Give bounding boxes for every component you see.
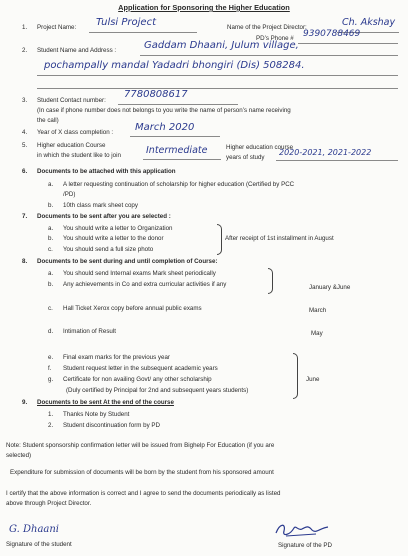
- x-class-completion-value: March 2020: [135, 122, 195, 133]
- section-6-heading: Documents to be attached with this application: [37, 168, 176, 175]
- s8-d-bullet: d.: [48, 328, 54, 335]
- s8-c-text: Hall Ticket Xerox copy before annual public exams: [63, 305, 202, 312]
- project-name-value: Tulsi Project: [96, 17, 156, 28]
- pd-signature: [272, 519, 332, 541]
- s6-b-text: 10th class mark sheet copy: [63, 202, 138, 209]
- student-contact-value: 7780808617: [124, 89, 188, 100]
- note-line-1: Note: Student sponsorship confirmation letter will be issued from Bighelp For Education (if you are: [6, 442, 275, 449]
- field-1-number: 1.: [22, 24, 28, 31]
- s8-c-bullet: c.: [48, 305, 53, 312]
- field-2-number: 2.: [22, 47, 28, 54]
- student-contact-line: [118, 104, 238, 105]
- student-signature-label: Signature of the student: [6, 541, 72, 548]
- pd-signature-label: Signature of the PD: [278, 542, 333, 549]
- higher-education-label-2: in which the student like to join: [37, 152, 121, 159]
- form-title: Application for Sponsoring the Higher Education: [118, 3, 290, 12]
- s7-brace: [217, 224, 222, 255]
- higher-education-value: Intermediate: [146, 145, 208, 156]
- s8-g-text-2: (Duly certified by Principal for 2nd and subsequent years students): [66, 387, 249, 394]
- s9-2-bullet: 2.: [48, 422, 54, 429]
- s8-ab-side: January &June: [309, 284, 351, 291]
- years-of-study-label-1: Higher education course: [226, 144, 294, 151]
- s8-g-bullet: g.: [48, 376, 54, 383]
- s9-2-text: Student discontinuation form by PD: [63, 422, 160, 429]
- student-name-address-line-3: [37, 88, 398, 89]
- s9-1-text: Thanks Note by Student: [63, 411, 130, 418]
- s6-a-text-2: /PD): [63, 191, 76, 198]
- x-class-completion-label: Year of X class completion :: [37, 129, 114, 136]
- expenditure-note: Expenditure for submission of documents will be born by the student from his sponsored amount: [10, 469, 274, 476]
- project-director-label: Name of the Project Director:: [227, 24, 307, 31]
- field-4-number: 4.: [22, 129, 28, 136]
- student-name-address-label: Student Name and Address :: [37, 47, 117, 54]
- s8-b-text: Any achievements in Co and extra curricular activities if any: [63, 281, 227, 288]
- pd-phone-value: 9390788469: [303, 29, 361, 39]
- student-name-address-value-1: Gaddam Dhaani, Julum village,: [144, 40, 299, 51]
- s8-efg-side: June: [306, 376, 320, 383]
- s8-f-text: Student request letter in the subsequent academic years: [63, 365, 218, 372]
- note-line-2: selected): [6, 452, 32, 459]
- s8-e-text: Final exam marks for the previous year: [63, 354, 170, 361]
- project-name-line: [89, 32, 197, 33]
- higher-education-line: [143, 159, 221, 160]
- section-8-heading: Documents to be sent during and until completion of Course:: [37, 258, 218, 265]
- s6-b-bullet: b.: [48, 202, 54, 209]
- s8-d-text: Intimation of Result: [63, 328, 116, 335]
- pd-phone-label: PD’s Phone #: [256, 35, 294, 42]
- section-8-number: 8.: [22, 258, 28, 265]
- s7-a-bullet: a.: [48, 225, 54, 232]
- s7-b-bullet: b.: [48, 235, 54, 242]
- project-name-label: Project Name:: [37, 24, 77, 31]
- s7-c-bullet: c.: [48, 246, 53, 253]
- s6-a-text: A letter requesting continuation of scholarship for higher education (Certified by PCC: [63, 181, 295, 188]
- student-signature: G. Dhaani: [9, 524, 60, 535]
- s8-g-text: Certificate for non availing Govt/ any other scholarship: [63, 376, 212, 383]
- x-class-completion-line: [130, 136, 220, 137]
- student-name-address-value-2: pochampally mandal Yadadri bhongiri (Dis) 508284.: [44, 60, 305, 71]
- years-of-study-value: 2020-2021, 2021-2022: [279, 148, 372, 157]
- s8-b-bullet: b.: [48, 281, 54, 288]
- certify-line-1: I certify that the above information is correct and I agree to send the documents periodically as listed: [6, 490, 281, 497]
- s7-a-text: You should write a letter to Organization: [63, 225, 173, 232]
- s8-c-side: March: [309, 307, 327, 314]
- student-name-address-line-2: [37, 75, 398, 76]
- contact-note-line-1: (In case if phone number does not belongs to you write the name of person’s name receiving: [37, 107, 291, 114]
- s7-b-text: You should write a letter to the donor: [63, 235, 164, 242]
- s8-ab-brace: [268, 268, 273, 294]
- section-9-number: 9.: [22, 399, 28, 406]
- s8-f-bullet: f.: [48, 365, 52, 372]
- years-of-study-label-2: years of study: [226, 154, 265, 161]
- s8-a-text: You should send Internal exams Mark sheet periodically: [63, 270, 216, 277]
- section-7-heading: Documents to be sent after you are selected :: [37, 213, 171, 220]
- s7-side-note: After receipt of 1st installment in August: [225, 235, 334, 242]
- s6-a-bullet: a.: [48, 181, 54, 188]
- student-name-address-line-1: [140, 55, 398, 56]
- s8-a-bullet: a.: [48, 270, 54, 277]
- s8-e-bullet: e.: [48, 354, 54, 361]
- years-of-study-line: [276, 160, 398, 161]
- field-5-number: 5.: [22, 142, 28, 149]
- s7-c-text: You should send a full size photo: [63, 246, 154, 253]
- section-9-heading: Documents to be sent At the end of the course: [37, 399, 174, 406]
- project-director-value: Ch. Akshay: [342, 17, 396, 28]
- certify-line-2: above through Project Director.: [6, 500, 92, 507]
- pd-phone-line: [298, 43, 398, 44]
- section-7-number: 7.: [22, 213, 28, 220]
- higher-education-label: Higher education Course: [37, 142, 106, 149]
- contact-note-line-2: the call): [37, 117, 59, 124]
- s9-1-bullet: 1.: [48, 411, 54, 418]
- field-3-number: 3.: [22, 97, 28, 104]
- s8-efg-brace: [293, 353, 298, 399]
- section-6-number: 6.: [22, 168, 28, 175]
- student-contact-label: Student Contact number:: [37, 97, 106, 104]
- s8-d-side: May: [311, 330, 323, 337]
